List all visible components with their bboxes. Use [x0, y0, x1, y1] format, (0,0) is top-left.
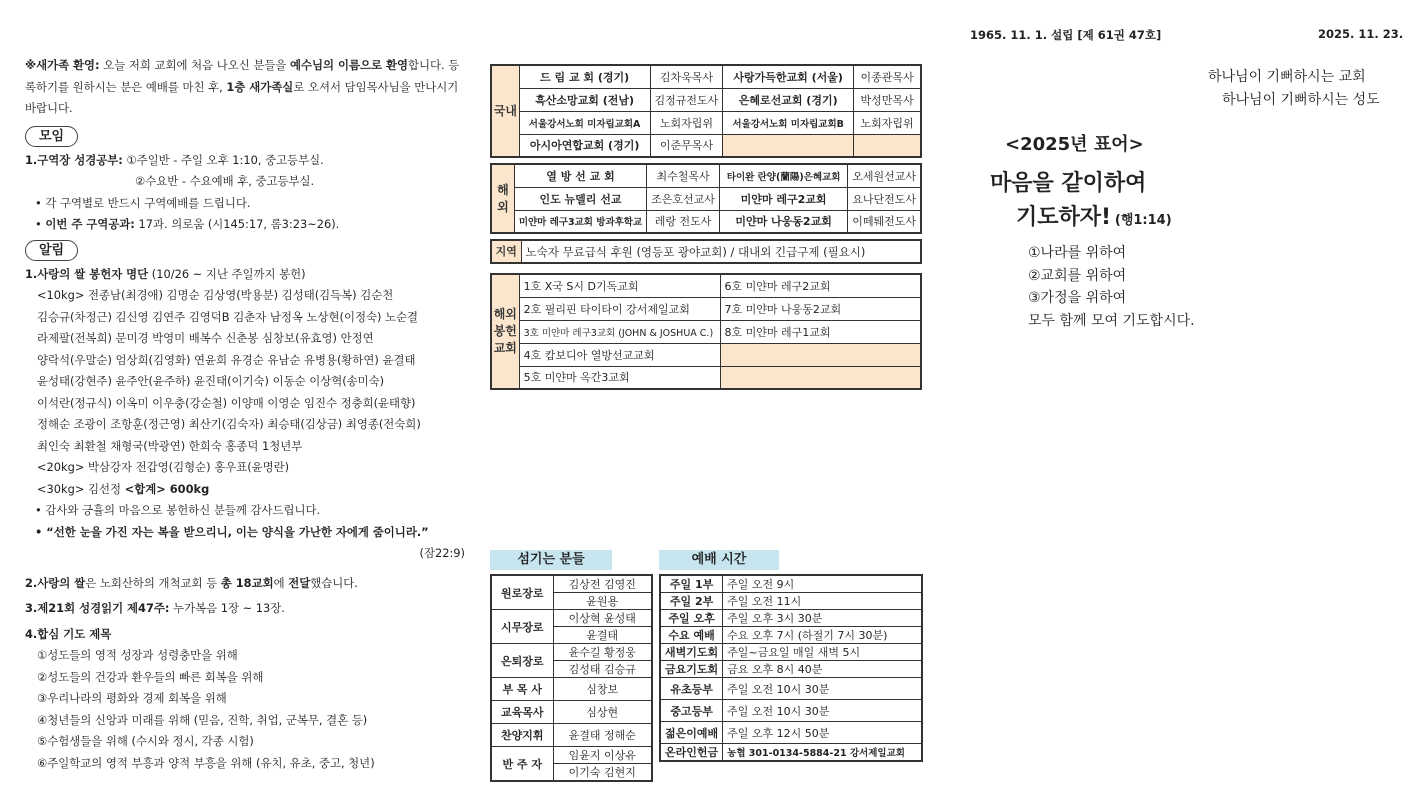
rice-30kg: <30kg> 김선정 — [37, 481, 125, 496]
left-column — [25, 55, 465, 774]
servant-names: 윤수길 황정웅 — [553, 644, 652, 661]
welcome-text-2: 합니다. 등록하기를 원하시는 분은 예배를 마친 후, — [25, 58, 460, 94]
region-label: 지역 — [491, 240, 521, 263]
servant-role: 반 주 자 — [491, 747, 553, 782]
worship-time: 수요 오후 7시 (하절기 7시 30분) — [723, 627, 922, 644]
notice-item-2 — [25, 573, 465, 595]
servant-row — [491, 678, 652, 701]
servant-names: 윤결태 정해순 — [553, 724, 652, 747]
church-name: 인도 뉴델리 선교 — [514, 187, 646, 210]
worship-name: 새벽기도회 — [660, 644, 723, 661]
donor-line: <10kg> 전종남(최경애) 김명순 김상영(박용분) 김성태(김득복) 김순천 — [37, 288, 394, 302]
worship-row — [660, 627, 922, 644]
donor-line: 라제팔(전복희) 문미경 박영미 배복수 신춘봉 심창보(유효영) 안정연 — [37, 331, 374, 345]
dedicated-church: 8호 미얀마 레구1교회 — [720, 320, 921, 343]
mission-row — [491, 187, 921, 210]
worship-row — [660, 610, 922, 627]
notice-item-1 — [25, 264, 465, 286]
worship-heading: 예배 시간 — [659, 550, 779, 570]
church-name: 드 림 교 회 (경기) — [519, 65, 650, 88]
church-name: 흑산소망교회 (전남) — [519, 88, 650, 111]
church-name: 미얀마 레구2교회 — [719, 187, 847, 210]
dedication-table — [490, 273, 922, 390]
servant-names: 심창보 — [553, 678, 652, 701]
dedicated-church — [720, 343, 921, 366]
pastor-name: 오세원선교사 — [848, 164, 921, 187]
motto-item: ②교회를 위하여 — [1028, 267, 1127, 284]
worship-time: 금요 오후 8시 40분 — [723, 661, 922, 678]
domestic-missions-table — [490, 64, 922, 158]
verse-ref: (잠22:9) — [419, 546, 465, 560]
servant-role: 시무장로 — [491, 610, 553, 644]
church-name: 서울강서노회 미자립교회A — [519, 111, 650, 134]
church-name: 아시아연합교회 (경기) — [519, 134, 650, 157]
item2-a: 2.사랑의 쌀 — [25, 575, 86, 590]
pastor-name: 요나단전도사 — [848, 187, 921, 210]
item2-d: 에 — [273, 575, 289, 590]
verse-text: “선한 눈을 가진 자는 복을 받으리니, 이는 양식을 가난한 자에게 줌이니라.” — [46, 524, 429, 539]
notice-item-3 — [25, 598, 465, 620]
motto-items — [1028, 242, 1195, 332]
servant-names: 임윤지 이상유 — [553, 747, 652, 764]
donor-line: <20kg> 박삼강자 전갑영(김형순) 홍우표(윤명란) — [37, 460, 290, 474]
church-name: 미얀마 나웅동2교회 — [719, 210, 847, 233]
dedication-row — [491, 343, 921, 366]
donor-line: 양락석(우말순) 엄상희(김영화) 연윤희 유경순 유남순 유병용(황하연) 윤결태 — [37, 352, 416, 367]
mission-row — [491, 134, 921, 157]
dedication-label: 해외봉헌교회 — [491, 274, 519, 389]
welcome-bold-2: 1층 새가족실 — [226, 79, 294, 94]
dedication-row — [491, 366, 921, 389]
servant-names: 윤원용 — [553, 593, 652, 610]
pastor-name: 김정규전도사 — [650, 88, 723, 111]
dedicated-church: 6호 미얀마 레구2교회 — [720, 274, 921, 297]
pastor-name: 조은호선교사 — [647, 187, 720, 210]
church-name: 열 방 선 교 회 — [514, 164, 646, 187]
pastor-name: 노회자립위 — [650, 111, 723, 134]
worship-name: 유초등부 — [660, 678, 723, 700]
motto-item: 모두 함께 모여 기도합시다. — [1028, 312, 1195, 329]
worship-table — [659, 574, 923, 762]
prayer-item: ⑤수험생들을 위해 (수시와 정시, 각종 시험) — [37, 734, 254, 748]
prayer-item: ①성도들의 영적 성장과 성령충만을 위해 — [37, 648, 238, 662]
worship-name: 주일 1부 — [660, 575, 723, 593]
worship-name: 금요기도회 — [660, 661, 723, 678]
worship-time: 주일 오후 3시 30분 — [723, 610, 922, 627]
servant-row — [491, 575, 652, 593]
servants-heading: 섬기는 분들 — [490, 550, 612, 570]
meeting-bullet-1: • 각 구역별로 반드시 구역예배를 드립니다. — [25, 193, 465, 215]
worship-row — [660, 678, 922, 700]
mission-row — [491, 65, 921, 88]
dedicated-church: 3호 미얀마 레구3교회 (JOHN & JOSHUA C.) — [519, 320, 720, 343]
welcome-bold-1: 예수님의 이름으로 환영 — [290, 58, 408, 72]
slogan-line-2 — [1016, 200, 1172, 231]
servant-row — [491, 610, 652, 627]
welcome-text — [25, 55, 465, 120]
worship-time: 주일 오전 10시 30분 — [723, 678, 922, 700]
servant-row — [491, 747, 652, 764]
slogan-line-1: 마음을 같이하여 — [990, 171, 1147, 196]
motto-line-2: 하나님이 기뻐하시는 성도 — [1222, 92, 1380, 108]
slogan-ref: (행1:14) — [1114, 213, 1172, 228]
slogan-text: 기도하자! — [1016, 205, 1112, 230]
verse-line: • “선한 눈을 가진 자는 복을 받으리니, 이는 양식을 가난한 자에게 줌이니라.” — [35, 524, 429, 539]
worship-row — [660, 744, 922, 762]
donor-line: 정해순 조광이 조항훈(정근영) 최산기(김숙자) 최승태(김상금) 최영종(전숙희) — [37, 417, 421, 431]
church-name: 서울강서노회 미자립교회B — [723, 111, 854, 134]
missions-block — [490, 64, 922, 390]
servant-row — [491, 701, 652, 724]
servant-role: 부 목 사 — [491, 678, 553, 701]
worship-row — [660, 575, 922, 593]
dedication-row — [491, 297, 921, 320]
rice-donor-list — [25, 285, 465, 479]
worship-name: 주일 오후 — [660, 610, 723, 627]
dedicated-church: 2호 필리핀 타이타이 강서제일교회 — [519, 297, 720, 320]
worship-time: 주일 오후 12시 50분 — [723, 722, 922, 744]
servant-names: 김성태 김승규 — [553, 661, 652, 678]
servant-row — [491, 724, 652, 747]
mission-row — [491, 210, 921, 233]
worship-time: 주일 오전 11시 — [723, 593, 922, 610]
motto-item: ①나라를 위하여 — [1028, 245, 1127, 261]
servant-names: 이상혁 윤성태 — [553, 610, 652, 627]
overseas-label: 해외 — [491, 164, 514, 233]
welcome-label: ※새가족 환영: — [25, 58, 100, 72]
servants-table — [490, 574, 653, 782]
church-name: 타이완 란양(蘭陽)은혜교회 — [719, 164, 847, 187]
church-name: 미얀마 레구3교회 방과후학교 — [514, 210, 646, 233]
meeting-heading: 모임 — [25, 126, 78, 147]
year-motto-title: <2025년 표어> — [1005, 134, 1144, 155]
region-table — [490, 239, 922, 264]
notice-item-4: 4.합심 기도 제목 — [25, 626, 112, 641]
motto-line-1: 하나님이 기뻐하시는 교회 — [1208, 69, 1366, 85]
servant-names: 심상현 — [553, 701, 652, 724]
mission-row — [491, 164, 921, 187]
worship-time: 주일~금요일 매일 새벽 5시 — [723, 644, 922, 661]
worship-time: 농협 301-0134-5884-21 강서제일교회 — [723, 744, 922, 762]
servant-names: 윤결태 — [553, 627, 652, 644]
pastor-name — [854, 134, 921, 157]
dedicated-church: 7호 미얀마 나웅동2교회 — [720, 297, 921, 320]
prayer-list — [25, 645, 465, 774]
dedicated-church: 4호 캄보디아 열방선교교회 — [519, 343, 720, 366]
worship-name: 젊은이예배 — [660, 722, 723, 744]
meeting-bullet-2: • 이번 주 구역공과: 17과. 의로움 (시145:17, 롬3:23~26). — [35, 217, 340, 231]
worship-row — [660, 700, 922, 722]
item3-label: 3.제21회 성경읽기 제47주: — [25, 601, 170, 615]
pastor-name: 최수철목사 — [647, 164, 720, 187]
overseas-missions-table — [490, 163, 922, 234]
dedicated-church: 5호 미얀마 옥간3교회 — [519, 366, 720, 389]
pastor-name: 김차욱목사 — [650, 65, 723, 88]
dedication-row — [491, 274, 921, 297]
worship-name: 온라인헌금 — [660, 744, 723, 762]
worship-row — [660, 644, 922, 661]
mission-row — [491, 111, 921, 134]
meeting-item-1-a: ①주일반 - 주일 오후 1:10, 중고등부실. — [126, 152, 324, 167]
notice-heading: 알림 — [25, 240, 78, 261]
worship-time: 주일 오전 9시 — [723, 575, 922, 593]
servant-names: 김상전 김영진 — [553, 575, 652, 593]
servant-role: 은퇴장로 — [491, 644, 553, 678]
welcome-text-1: 오늘 저희 교회에 처음 나오신 분들을 — [99, 58, 291, 72]
church-name: 사랑가득한교회 (서울) — [723, 65, 854, 88]
servant-row — [491, 644, 652, 661]
item2-c: 총 18교회 — [220, 575, 274, 590]
donor-line: 김승규(차정근) 김신영 김연주 김영덕B 김춘자 남정옥 노상현(이정숙) 노순결 — [37, 309, 419, 324]
mission-row — [491, 88, 921, 111]
motto-item: ③가정을 위하여 — [1028, 290, 1127, 306]
servant-role: 교육목사 — [491, 701, 553, 724]
item2-f: 했습니다. — [310, 575, 358, 590]
pastor-name: 이떼퉤전도사 — [848, 210, 921, 233]
pastor-name: 노회자립위 — [854, 111, 921, 134]
worship-row — [660, 722, 922, 744]
region-text: 노숙자 무료급식 후원 (영등포 광야교회) / 대내외 긴급구제 (필요시) — [521, 240, 921, 263]
item2-e: 전달 — [288, 575, 311, 590]
thanks-line: • 감사와 긍휼의 마음으로 봉헌하신 분들께 감사드립니다. — [25, 500, 465, 522]
prayer-item: ②성도들의 건강과 환우들의 빠른 회복을 위해 — [37, 669, 264, 684]
rice-total: <합계> 600kg — [124, 481, 210, 496]
notice-item-1-sub: (10/26 ~ 지난 주일까지 봉헌) — [148, 266, 306, 281]
donor-line: 윤성태(강현주) 윤주안(윤주하) 윤진태(이기숙) 이동순 이상혁(송미숙) — [37, 374, 385, 388]
servant-role: 원로장로 — [491, 575, 553, 610]
dedication-row — [491, 320, 921, 343]
welcome-text-3: 로 오셔서 담임목사님을 만나시기 바랍니다. — [25, 79, 459, 115]
servant-names: 이기숙 김현지 — [553, 764, 652, 782]
prayer-item: ④청년들의 신앙과 미래를 위해 (믿음, 진학, 취업, 군복무, 결혼 등) — [37, 712, 368, 727]
meeting-item-1-label: 1.구역장 성경공부: — [25, 152, 123, 167]
church-name — [723, 134, 854, 157]
notice-item-1-label: 1.사랑의 쌀 봉헌자 명단 — [25, 266, 149, 281]
pastor-name: 이준무목사 — [650, 134, 723, 157]
worship-row — [660, 593, 922, 610]
bulletin-date: 2025. 11. 23. — [1318, 27, 1404, 41]
worship-name: 중고등부 — [660, 700, 723, 722]
meeting-item-1 — [25, 150, 465, 172]
item2-b: 은 노회산하의 개척교회 등 — [85, 575, 221, 590]
worship-name: 주일 2부 — [660, 593, 723, 610]
donor-line: 이석란(정규식) 이옥미 이우충(강순철) 이양매 이영순 임진수 정충희(윤태향) — [37, 395, 416, 410]
rice-30kg-line — [25, 479, 465, 501]
dedicated-church: 1호 X국 S시 D기독교회 — [519, 274, 720, 297]
prayer-item: ⑥주일학교의 영적 부흥과 양적 부흥을 위해 (유치, 유초, 중고, 청년) — [37, 755, 375, 770]
church-name: 은혜로선교회 (경기) — [723, 88, 854, 111]
meeting-bullet-2-label: 이번 주 구역공과: — [45, 217, 135, 231]
prayer-item: ③우리나라의 평화와 경제 회복을 위해 — [37, 691, 227, 705]
worship-row — [660, 661, 922, 678]
donor-line: 최인숙 최환철 채형국(박광연) 한희숙 홍종덕 1청년부 — [37, 438, 303, 453]
pastor-name: 박성만목사 — [854, 88, 921, 111]
worship-name: 수요 예배 — [660, 627, 723, 644]
servant-role: 찬양지휘 — [491, 724, 553, 747]
dedicated-church — [720, 366, 921, 389]
meeting-bullet-2-text: 17과. 의로움 (시145:17, 롬3:23~26). — [134, 217, 340, 231]
meeting-item-1-b: ②수요반 - 수요예배 후, 중고등부실. — [135, 174, 315, 188]
worship-time: 주일 오전 10시 30분 — [723, 700, 922, 722]
pastor-name: 이종관목사 — [854, 65, 921, 88]
item3-text: 누가복음 1장 ~ 13장. — [169, 601, 285, 615]
pastor-name: 레랑 전도사 — [647, 210, 720, 233]
founded-info: 1965. 11. 1. 설립 [제 61권 47호] — [970, 28, 1162, 42]
domestic-label: 국내 — [491, 65, 519, 157]
